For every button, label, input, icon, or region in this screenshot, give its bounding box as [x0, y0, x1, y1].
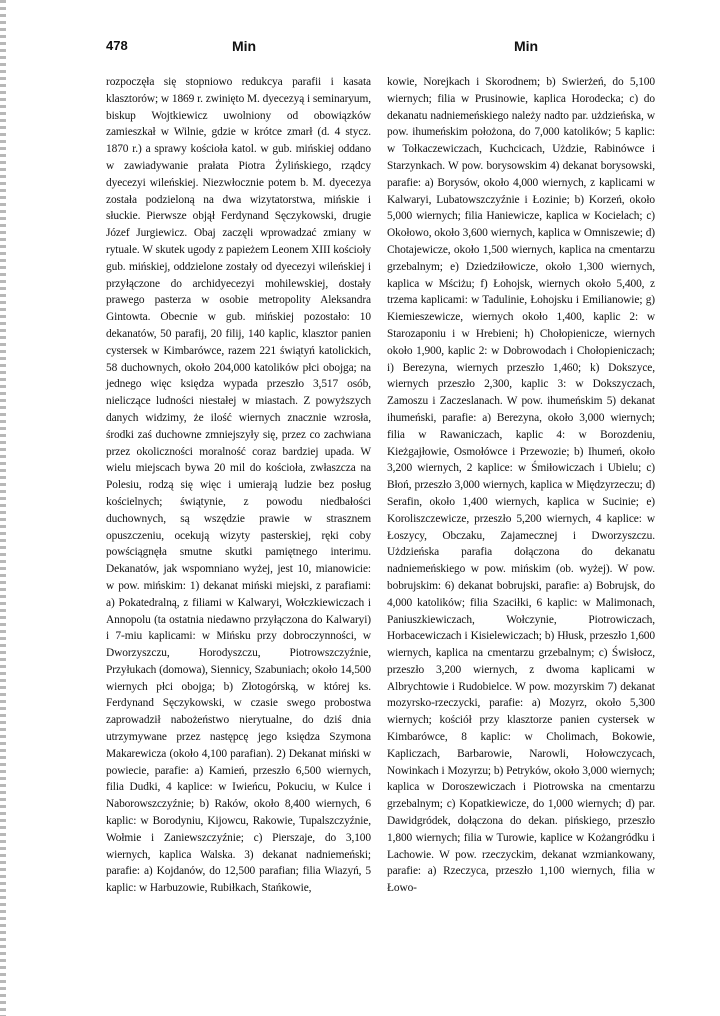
running-head-right: Min — [514, 38, 539, 54]
text-column-right — [387, 74, 655, 897]
column-left-text: rozpoczęła się stopniowo redukcya parafii i kasata klasztorów; w 1869 r. zwinięto M. dyecezyą i seminaryum, biskup Wojtkiewicz uwolniony od obowiązków zamieszkał w Wilnie, gdzie w krótce zmarł (d. 4 stycz. 1870 r.) a sprawy kościoła katol. w gub. mińskiej oddano w zawiadywanie prałata Piotra Żylińskiego, rządcy dyecezyi wileńskiej. Niezwłocznie potem b. M. dyecezya została podzieloną na dwa wizytatorstwa, mińskie i słuckie. Pierwsze objął Ferdynand Sęczykowski, drugie Józef Jurgiewicz. Obaj zaczęli wprowadzać zmiany w rytuale. W skutek ugody z papieżem Leonem XIII kościoły gub. mińskiej, oddzielone zostały od dyecezyi wileńskiej i przyłączone do archidyecezyi mohilewskiej, dostały prawego pasterza w osobie metropolity Aleksandra Gintowta. Obecnie w gub. mińskiej pozostało: 10 dekanatów, 50 parafij, 20 filij, 140 kaplic, klasztor panien cystersek w Kimbarówce, razem 221 świątyń katolickich, 58 duchownych, około 204,000 katolików płci obojga; na jednego więc księdza wypada przeszło 3,517 osób, nieliczące ludności niestałej w miastach. Z powyższych danych widzimy, że ilość wiernych znacznie wzrosła, środki zaś duchowne zmniejszyły się, przez co zachwiana przez okoliczności moralność coraz bardziej upada. W wielu miejscach bywa 20 mil do kościoła, zwłaszcza na Polesiu, rodzą się więc i umierają ludzie bez posług kościelnych; świątynie, z powodu niedbałości duchownych, są wszędzie prawie w strasznem opuszczeniu, ocekują wizyty pasterskiej, ręki coby powściągnęła smutne skutki pamiętnego interimu. Dekanatów, jak wspomniano wyżej, jest 10, mianowicie: w pow. mińskim: 1) dekanat miński miejski, z parafiami: a) Pokatedralną, z filiami w Kalwaryi, Wołczkiewiczach i Annopolu (ta ostatnia niedawno przyłączona do Kalwaryi) i 7-miu kaplicami: w Mińsku przy dobroczynności, w Dworzyszczu, Horodyszczu, Piotrowszczyźnie, Przyłukach (domowa), Siennicy, Szabuniach; około 14,500 wiernych płci obojga; b) Złotogórską, w której ks. Ferdynand Sęczykowski, w czasie swego probostwa zaprowadził nabożeństwo nierytualne, do dziś dnia utrzymywane przez następcę jego księdza Szymona Makarewicza (około 4,100 parafian). 2) Dekanat miński w powiecie, parafie: a) Kamień, przeszło 6,500 wiernych, filia Dudki, 4 kaplice: w Iwieńcu, Pokuciu, w Kulce i Naborowszczyźnie; b) Raków, około 8,400 wiernych, 6 kaplic: w Borodyniu, Kijowcu, Rakowie, Tupalszczyźnie, Wołmie i Zaniewszczyźnie; c) Pierszaje, do 3,100 wiernych, kaplica Walska. 3) dekanat nadniemeński; parafie: a) Kojdanów, do 12,500 parafian; filia Wiazyń, 5 kaplic: w Harbuzowie, Rubiłkach, Stańkowie, — [106, 76, 371, 895]
page-header — [0, 38, 720, 58]
page-number: 478 — [106, 38, 128, 53]
running-head-left: Min — [232, 38, 257, 54]
column-right-text: kowie, Norejkach i Skorodnem; b) Swierżeń, do 5,100 wiernych; filia w Prusinowie, kaplica Horodecka; c) do dekanatu nadniemeńskiego należy nadto par. użdzieńska, w pow. ihumeńskim położona, do 7,000 katolików; 5 kaplic: w Tołkaczewiczach, Kuchcicach, Użdzie, Rabinówce i Starzynkach. W pow. borysowskim 4) dekanat borysowski, parafie: a) Borysów, około 4,000 wiernych, z kaplicami w Kalwaryi, Lubatowszczyźnie i Łozinie; b) Korzeń, około 5,000 wiernych; filia Haniewicze, kaplica w Kocielach; c) Okołowo, około 3,600 wiernych, kaplica w Omniszewie; d) Chotajewicze, około 1,500 wiernych, kaplica na cmentarzu grzebalnym; e) Dziedziłowicze, około 1,300 wiernych, kaplica w Mściżu; f) Łohojsk, wiernych około 5,400, z trzema kaplicami: w Tadulinie, Łohojsku i Emilianowie; g) Kiemieszewicze, wiernych około 1,400, kaplic 2: w Starozaponiu i w Hrebieni; h) Chołopienicze, wiernych około 1,900, kaplic 2: w Dobrowodach i Chołopieniczach; i) Berezyna, wiernych przeszło 1,460; k) Dokszyce, wiernych przeszło 2,300, kaplic 3: w Dokszyczach, Zamoszu i Zaczeslanach. W pow. ihumeńskim 5) dekanat ihumeński, parafie: a) Berezyna, około 3,000 wiernych; filia w Rawaniczach, kaplic 4: w Borozdeniu, Kieżgajłowie, Osmołówce i Przewozie; b) Ihumeń, około 3,200 wiernych, 2 kaplice: w Śmiłowiczach i Ubielu; c) Błoń, przeszło 3,000 wiernych, kaplica w Międzyrzeczu; d) Serafin, około 1,400 wiernych, kaplica w Sucinie; e) Koroliszczewicze, przeszło 5,200 wiernych, 4 kaplice: w Łoszycy, Obczaku, Zajamecznej i Dworzyszczu. Użdzieńska parafia dołączona do dekanatu nadniemeńskiego w pow. mińskim (ob. wyżej). W pow. bobrujskim: 6) dekanat bobrujski, parafie: a) Bobrujsk, do 4,000 katolików; filia Szaciłki, 6 kaplic: w Malimonach, Paniuszkiewiczach, Wołczynie, Piotrowiczach, Horbacewiczach i Kisielewiczach; b) Hłusk, przeszło 1,600 wiernych, kaplica na cmentarzu grzebalnym; c) Świsłocz, przeszło 3,200 wiernych, z dwoma kaplicami w Albrychtowie i Rudobielce. W pow. mozyrskim 7) dekanat mozyrsko-rzeczycki, parafie: a) Mozyrz, około 5,300 wiernych; kościół przy klasztorze panien cystersek w Kimbarówce, 8 kaplic: w Cholimach, Bokowie, Kapliczach, Barbarowie, Narowli, Hołowczycach, Nowinkach i Mozyrzu; b) Petryków, około 3,000 wiernych; kaplica w Doroszewiczach i Piotrowska na cmentarzu grzebalnym; c) Kopatkiewicze, do 1,000 wiernych; d) par. Dawidgródek, dołączona do dekan. pińskiego, przeszło 1,800 wiernych; filia w Turowie, kaplice w Kożangródku i Lachowie. W pow. rzeczyckim, dekanat wzmiankowany, parafie: a) Rzeczyca, przeszło 1,100 wiernych, filia w Łowo- — [387, 76, 655, 895]
text-column-left — [106, 74, 371, 897]
scan-page-edge — [0, 0, 6, 1016]
